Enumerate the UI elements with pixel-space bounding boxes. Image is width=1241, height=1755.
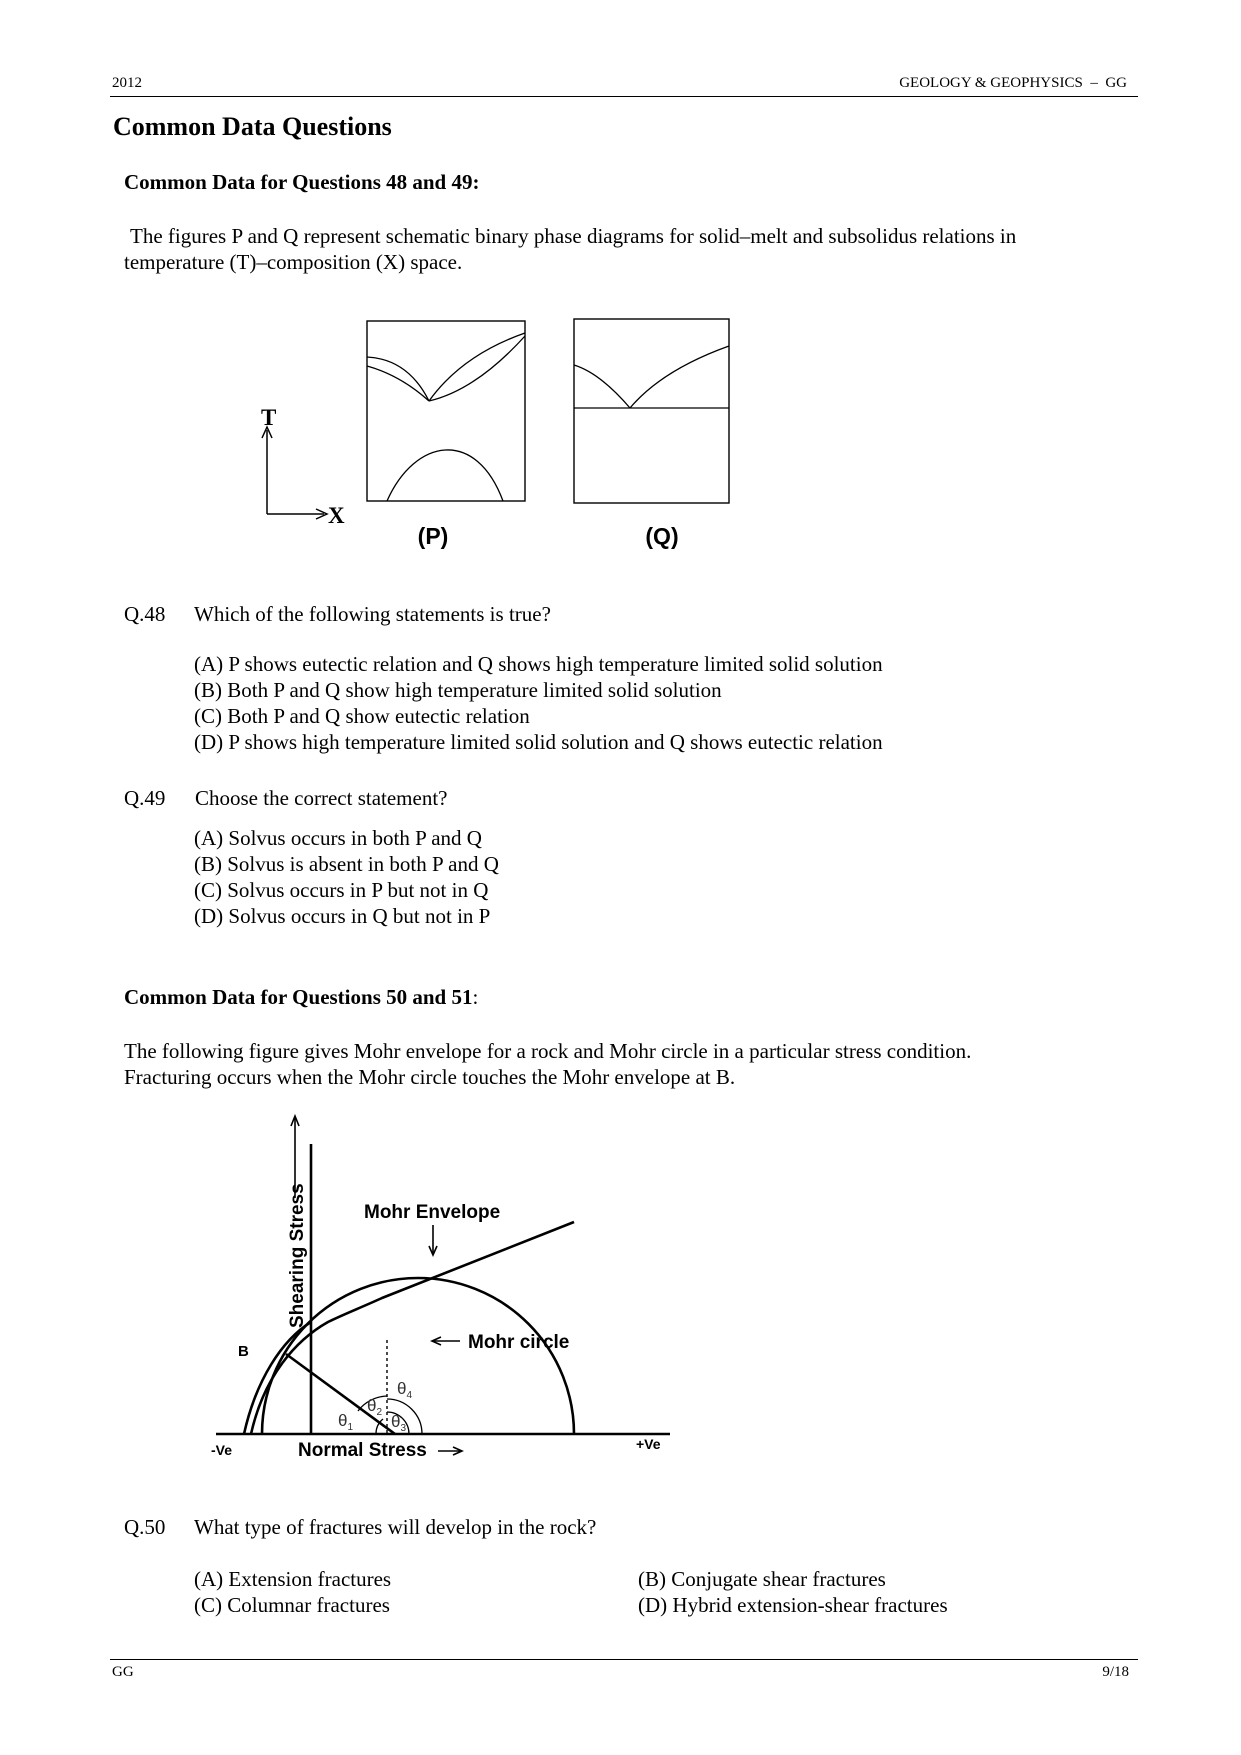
theta2-label <box>367 1396 382 1418</box>
theta4-subscript: 4 <box>406 1390 413 1401</box>
mohr-circle <box>262 1278 574 1434</box>
mohr-circle-label: Mohr circle <box>468 1332 570 1353</box>
x-axis-label: X <box>328 503 345 528</box>
footer-rule <box>110 1659 1138 1660</box>
common-data-text-48-49 <box>124 223 1016 275</box>
common-data-text-line: temperature (T)–composition (X) space. <box>124 250 463 274</box>
common-data-title-50-51-colon: : <box>472 985 479 1009</box>
diagram-q-liquidus-left <box>574 365 630 408</box>
theta2-symbol: θ <box>367 1396 377 1415</box>
mohr-envelope-label: Mohr Envelope <box>364 1202 501 1223</box>
footer-code: GG <box>112 1664 134 1680</box>
section-title: Common Data Questions <box>113 112 392 141</box>
theta1-symbol: θ <box>338 1411 348 1430</box>
t-axis-label: T <box>261 405 277 430</box>
common-data-text-line: The following figure gives Mohr envelope for a rock and Mohr circle in a particular stress condition. <box>124 1039 972 1063</box>
q50-option-d[interactable]: (D) Hybrid extension-shear fractures <box>638 1593 948 1617</box>
header-rule <box>110 96 1138 97</box>
q50-option-b[interactable]: (B) Conjugate shear fractures <box>638 1567 886 1591</box>
theta2-subscript: 2 <box>376 1407 383 1418</box>
q49-number: Q.49 <box>124 786 166 810</box>
theta3-subscript: 3 <box>400 1423 407 1434</box>
q49-options <box>194 825 499 929</box>
q48-option-b[interactable]: (B) Both P and Q show high temperature limited solid solution <box>194 678 722 702</box>
theta4-label <box>397 1379 412 1401</box>
q48-option-a[interactable]: (A) P shows eutectic relation and Q shows high temperature limited solid solution <box>194 652 883 676</box>
theta3-symbol: θ <box>391 1412 401 1431</box>
q49-question: Choose the correct statement? <box>195 786 448 810</box>
common-data-title-50-51 <box>124 985 478 1010</box>
q49-option-d[interactable]: (D) Solvus occurs in Q but not in P <box>194 904 491 928</box>
q49-option-b[interactable]: (B) Solvus is absent in both P and Q <box>194 852 499 876</box>
diagram-q-liquidus-right <box>630 346 729 408</box>
normal-stress-label: Normal Stress <box>298 1440 427 1461</box>
common-data-title-48-49: Common Data for Questions 48 and 49: <box>124 170 480 194</box>
phase-diagram-axes <box>261 405 345 528</box>
q50-option-c[interactable]: (C) Columnar fractures <box>194 1593 390 1617</box>
diagram-p-solidus-right <box>429 336 525 401</box>
diagram-q-label: (Q) <box>645 523 679 549</box>
common-data-title-50-51-text: Common Data for Questions 50 and 51 <box>124 985 473 1009</box>
diagram-p-solvus <box>387 450 503 501</box>
diagram-p-solidus-left <box>367 366 429 401</box>
diagram-p-label: (P) <box>417 523 449 549</box>
common-data-text-line: The figures P and Q represent schematic binary phase diagrams for solid–melt and subsolidus relations in <box>130 224 1017 248</box>
diagram-p-frame <box>367 321 525 501</box>
header-paper-title: GEOLOGY & GEOPHYSICS – GG <box>899 75 1127 91</box>
mohr-envelope-lower-curve <box>244 1322 311 1434</box>
negative-label: -Ve <box>211 1442 233 1458</box>
point-b-label: B <box>238 1343 249 1360</box>
theta3-label <box>391 1412 406 1434</box>
diagram-q <box>574 319 729 503</box>
theta1-label <box>338 1411 353 1433</box>
mohr-diagram-figure <box>200 1110 700 1470</box>
header-year: 2012 <box>112 75 142 91</box>
diagram-p-liquidus-right <box>429 333 525 401</box>
q49-option-a[interactable]: (A) Solvus occurs in both P and Q <box>194 826 482 850</box>
q50-number: Q.50 <box>124 1515 166 1539</box>
diagram-p <box>367 321 525 501</box>
q48-question: Which of the following statements is true? <box>194 602 551 626</box>
q50-option-a[interactable]: (A) Extension fractures <box>194 1567 392 1591</box>
page-number: 9/18 <box>1102 1664 1129 1680</box>
diagram-q-frame <box>574 319 729 503</box>
q48-option-d[interactable]: (D) P shows high temperature limited solid solution and Q shows eutectic relation <box>194 730 883 754</box>
q50-question: What type of fractures will develop in the rock? <box>194 1515 597 1539</box>
q49-option-c[interactable]: (C) Solvus occurs in P but not in Q <box>194 878 489 902</box>
q48-number: Q.48 <box>124 602 166 626</box>
common-data-text-line: Fracturing occurs when the Mohr circle touches the Mohr envelope at B. <box>124 1065 736 1089</box>
phase-diagram-figure <box>250 300 750 562</box>
common-data-text-50-51 <box>124 1038 971 1090</box>
positive-label: +Ve <box>636 1436 661 1452</box>
shearing-stress-label: Shearing Stress <box>287 1183 308 1328</box>
q48-option-c[interactable]: (C) Both P and Q show eutectic relation <box>194 704 530 728</box>
q48-options <box>194 651 883 755</box>
theta1-subscript: 1 <box>347 1422 354 1433</box>
theta4-symbol: θ <box>397 1379 407 1398</box>
